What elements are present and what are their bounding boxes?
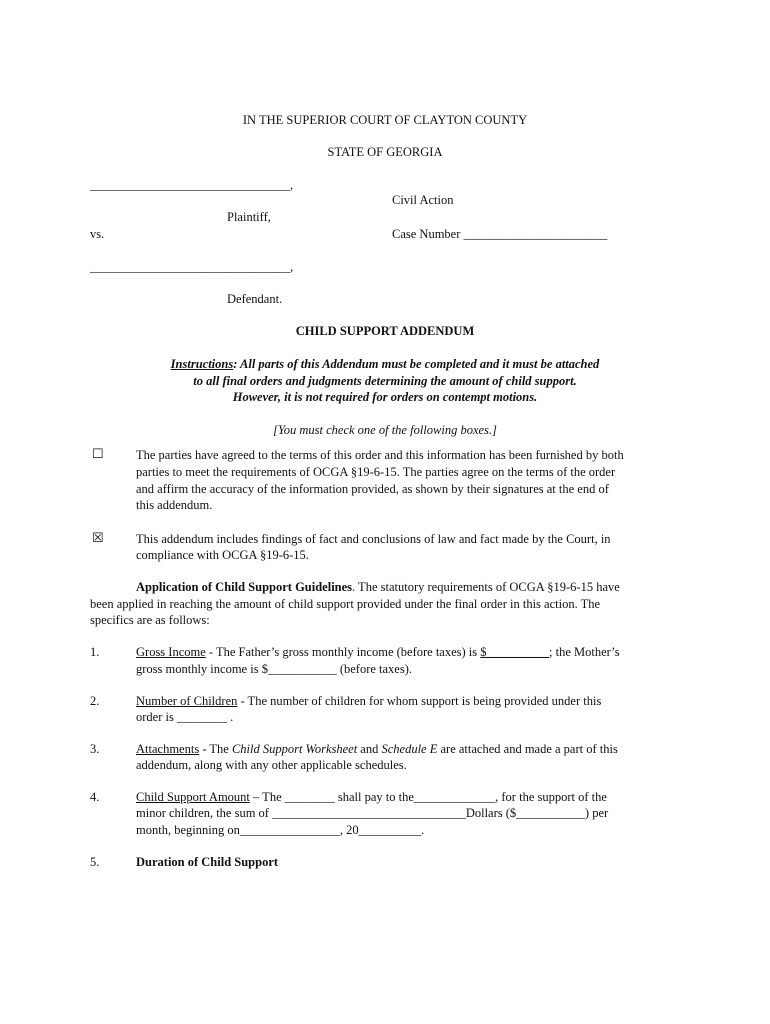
number-of-children-heading: Number of Children bbox=[136, 694, 238, 708]
schedule-name: Schedule E bbox=[381, 742, 438, 756]
civil-action-label: Civil Action bbox=[392, 193, 454, 207]
document-title: CHILD SUPPORT ADDENDUM bbox=[295, 324, 475, 338]
item-3-line-1: Attachments - The Child Support Worksheet and Schedule E are attached and made a part of this bbox=[136, 742, 618, 756]
father-income-blank[interactable]: $__________ bbox=[480, 645, 550, 659]
case-number-label: Case Number bbox=[392, 227, 464, 241]
child-support-amount-heading: Child Support Amount bbox=[136, 790, 250, 804]
check-note: [You must check one of the following boxes.] bbox=[273, 423, 497, 437]
court-findings-checkbox[interactable]: ☒ bbox=[92, 530, 104, 545]
plaintiff-label: Plaintiff, bbox=[227, 210, 271, 224]
item-2-line-2: order is ________ . bbox=[136, 710, 234, 724]
item-4-number: 4. bbox=[90, 790, 100, 804]
instructions-line-3: However, it is not required for orders on contempt motions. bbox=[232, 390, 538, 404]
item-1-number: 1. bbox=[90, 645, 100, 659]
versus-label: vs. bbox=[90, 227, 105, 241]
agreement-text-line-1: The parties have agreed to the terms of this order and this information has been furnished by both bbox=[136, 448, 624, 462]
agreement-text-line-3: and affirm the accuracy of the information provided, as shown by their signatures at the end of bbox=[136, 482, 609, 496]
item-2-number: 2. bbox=[90, 694, 100, 708]
application-line-1: Application of Child Support Guidelines. The statutory requirements of OCGA §19-6-15 have bbox=[136, 580, 620, 594]
agreement-text-line-4: this addendum. bbox=[136, 498, 213, 512]
duration-heading: Duration of Child Support bbox=[136, 855, 279, 869]
defendant-label: Defendant. bbox=[227, 292, 283, 306]
defendant-name-blank: ________________________________, bbox=[90, 260, 294, 274]
court-header: IN THE SUPERIOR COURT OF CLAYTON COUNTY bbox=[242, 113, 528, 127]
court-findings-text-line-1: This addendum includes findings of fact and conclusions of law and fact made by the Court, in bbox=[136, 532, 611, 546]
mother-income-blank[interactable]: $___________ bbox=[261, 662, 337, 676]
worksheet-name: Child Support Worksheet bbox=[231, 742, 358, 756]
plaintiff-name-blank: ________________________________, bbox=[90, 178, 294, 192]
item-1-line-2: gross monthly income is $___________ (before taxes). bbox=[136, 662, 413, 676]
item-4-line-3: month, beginning on________________, 20__________. bbox=[136, 823, 425, 837]
attachments-heading: Attachments bbox=[136, 742, 200, 756]
instructions-line-2: to all final orders and judgments determining the amount of child support. bbox=[193, 374, 577, 388]
item-3-line-2: addendum, along with any other applicable schedules. bbox=[136, 758, 407, 772]
agreement-text-line-2: parties to meet the requirements of OCGA §19-6-15. The parties agree on the terms of the order bbox=[136, 465, 616, 479]
item-3-number: 3. bbox=[90, 742, 100, 756]
item-2-line-1: Number of Children - The number of children for whom support is being provided under this bbox=[136, 694, 602, 708]
case-number-blank: _______________________ bbox=[463, 227, 608, 241]
instructions-label: Instructions bbox=[170, 357, 234, 371]
application-heading: Application of Child Support Guidelines bbox=[136, 580, 353, 594]
item-1-line-1: Gross Income - The Father’s gross monthly income (before taxes) is $__________; the Mother’s bbox=[136, 645, 620, 659]
agreement-checkbox[interactable]: ☐ bbox=[92, 446, 104, 461]
item-4-line-2: minor children, the sum of _______________________________Dollars ($___________) per bbox=[136, 806, 609, 820]
instructions-line-1: Instructions: All parts of this Addendum must be completed and it must be attached bbox=[170, 357, 600, 371]
application-line-3: specifics are as follows: bbox=[90, 613, 210, 627]
gross-income-heading: Gross Income bbox=[136, 645, 206, 659]
case-number-field bbox=[392, 226, 607, 243]
item-5-number: 5. bbox=[90, 855, 100, 869]
application-line-2: been applied in reaching the amount of child support provided under the final order in this action. The bbox=[90, 597, 601, 611]
children-count-blank[interactable]: ________ bbox=[176, 710, 227, 724]
state-header: STATE OF GEORGIA bbox=[327, 145, 443, 159]
item-4-line-1: Child Support Amount – The ________ shall pay to the_____________, for the support of the bbox=[136, 790, 607, 804]
court-findings-text-line-2: compliance with OCGA §19-6-15. bbox=[136, 548, 309, 562]
